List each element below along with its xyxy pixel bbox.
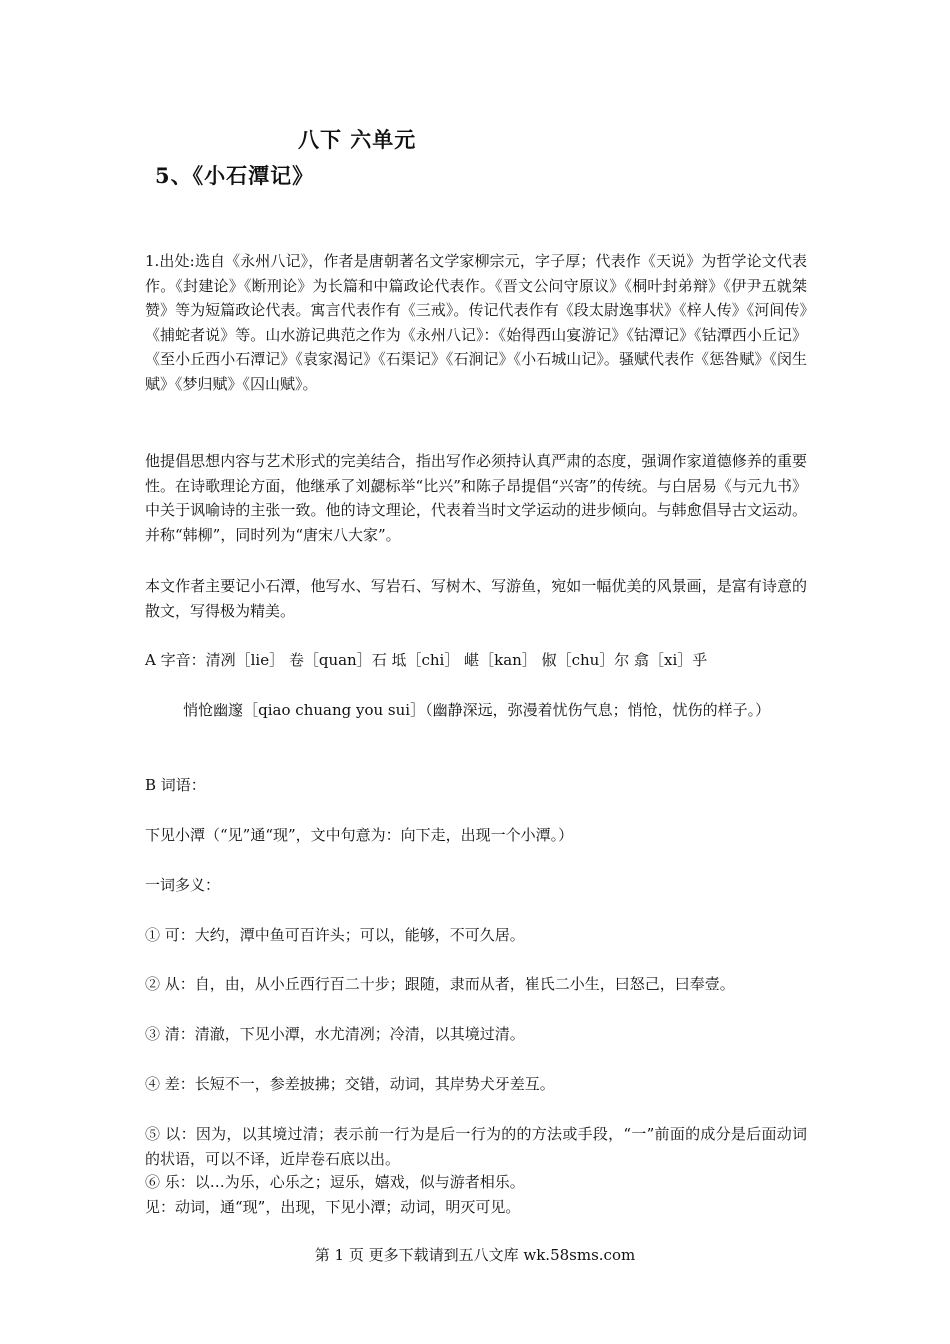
pronunciation-line: A 字音：清冽［lie］ 卷［quan］石 坻［chi］ 嵁［kan］ 俶［chu］尔 翕［xi］乎 xyxy=(145,651,708,669)
polysemy-item-yi: ⑤ 以：因为，以其境过清；表示前一行为是后一行为的的方法或手段，“一”前面的成分是后面动词的状语，可以不译，近岸卷石底以出。 xyxy=(145,1125,807,1168)
polysemy-item-jian: 见：动词，通“现”，出现，下见小潭；动词，明灭可见。 xyxy=(145,1198,521,1216)
vocab-label: B 词语： xyxy=(145,776,206,794)
theory-paragraph: 他提倡思想内容与艺术形式的完美结合，指出写作必须持认真严肃的态度，强调作家道德修养的重要性。在诗歌理论方面，他继承了刘勰标举“比兴”和陈子昂提倡“兴寄”的传统。与白居易《与元九书》中关于讽喻诗的主张一致。他的诗文理论，代表着当时文学运动的进步倾向。与韩愈倡导古文运动。并称“韩柳”，同时列为“唐宋八大家”。 xyxy=(145,452,807,544)
polysemy-item-cong: ② 从：自，由，从小丘西行百二十步；跟随，隶而从者，崔氏二小生，曰怒己，曰奉壹。 xyxy=(145,975,735,993)
polysemy-item-ci: ④ 差：长短不一，参差披拂；交错，动词，其岸势犬牙差互。 xyxy=(145,1075,555,1093)
lesson-title: 5、《小石潭记》 xyxy=(155,163,315,188)
page-footer: 第 1 页 更多下载请到五八文库 wk.58sms.com xyxy=(314,1246,636,1264)
source-paragraph: 1.出处:选自《永州八记》，作者是唐朝著名文学家柳宗元，字子厚；代表作《天说》为哲学论文代表作。《封建论》《断刑论》为长篇和中篇政论代表作。《晋文公问守原议》《桐叶封弟辩》《伊尹五就桀赞》等为短篇政论代表。寓言代表作有《三戒》。传记代表作有《段太尉逸事状》《梓人传》《河间传》《捕蛇者说》等。山水游记典范之作为《永州八记》：《始得西山宴游记》《钴潭记》《钴潭西小丘记》《至小丘西小石潭记》《袁家渴记》《石渠记》《石涧记》《小石城山记》。骚赋代表作《惩咎赋》《闵生赋》《梦归赋》《囚山赋》。 xyxy=(145,252,807,393)
xiajian-line: 下见小潭（“见”通“现”，文中句意为：向下走，出现一个小潭。） xyxy=(145,826,574,844)
polysemy-item-qing: ③ 清：清澈，下见小潭，水尤清冽；冷清，以其境过清。 xyxy=(145,1025,525,1043)
polysemy-item-le: ⑥ 乐：以…为乐，心乐之；逗乐，嬉戏，似与游者相乐。 xyxy=(145,1173,525,1191)
polysemy-item-ke: ① 可：大约，潭中鱼可百许头；可以，能够，不可久居。 xyxy=(145,926,525,944)
unit-heading: 八下 六单元 xyxy=(298,127,417,152)
summary-paragraph: 本文作者主要记小石潭，他写水、写岩石、写树木、写游鱼，宛如一幅优美的风景画，是富有诗意的散文，写得极为精美。 xyxy=(145,577,807,620)
polysemy-label: 一词多义： xyxy=(145,876,221,894)
qiaochuang-paragraph: 悄怆幽邃［qiao chuang you sui］（幽静深远，弥漫着忧伤气息；悄怆，忧伤的样子。） xyxy=(145,701,771,719)
